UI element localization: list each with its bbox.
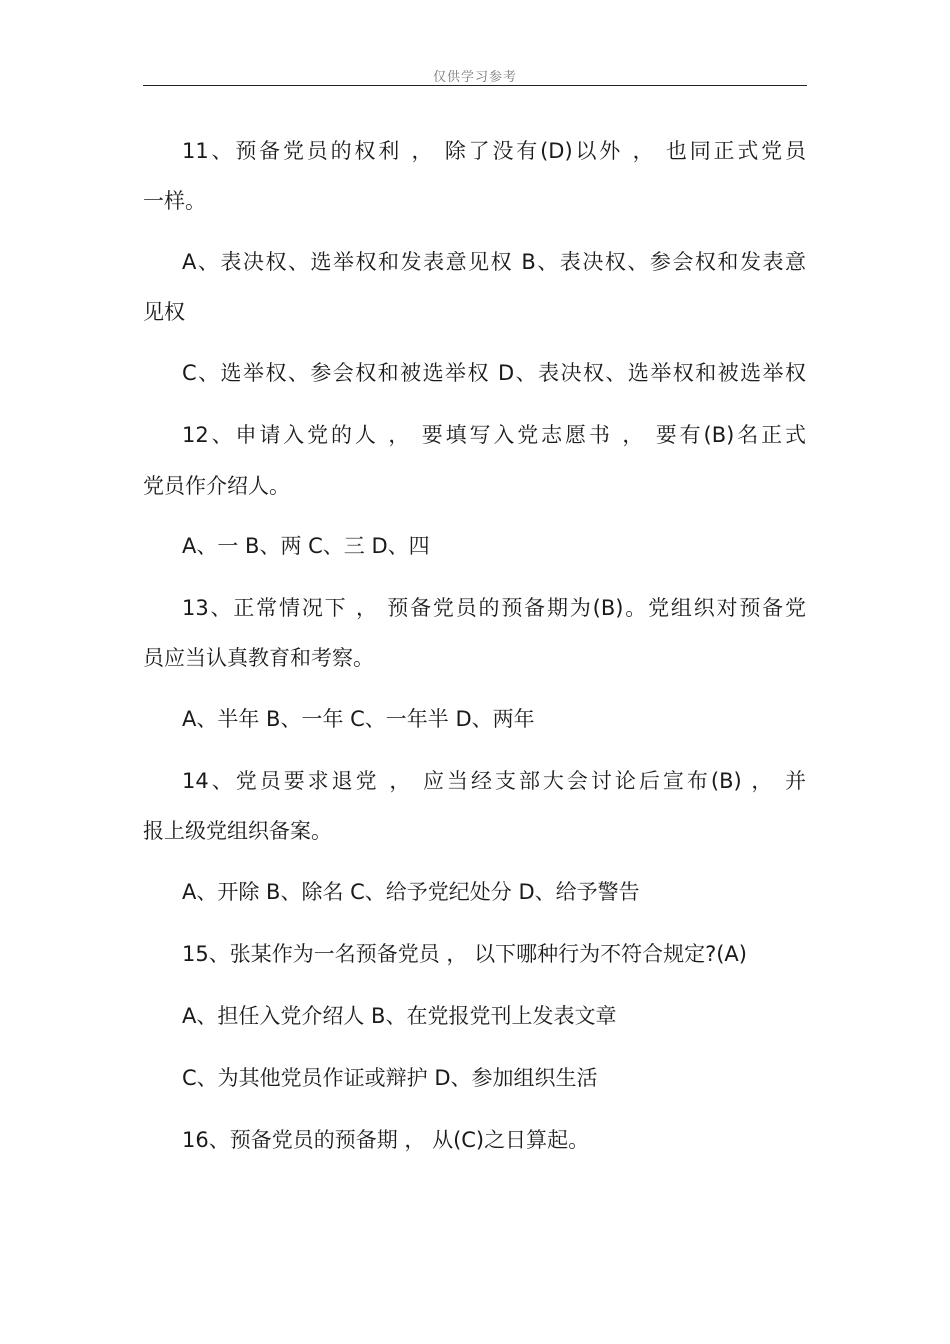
question-14-line-1: 14、党员要求退党 ， 应当经支部大会讨论后宣布(B) ， 并	[182, 769, 806, 793]
question-11-options-line-1: A、表决权、选举权和发表意见权 B、表决权、参会权和发表意	[182, 250, 806, 274]
question-13-options: A、半年 B、一年 C、一年半 D、两年	[182, 707, 535, 731]
question-11-line-1: 11、预备党员的权利 ， 除了没有(D)以外 ， 也同正式党员	[182, 139, 806, 163]
question-15-options-line-1: A、担任入党介绍人 B、在党报党刊上发表文章	[182, 1004, 617, 1028]
question-13-line-1: 13、正常情况下 ， 预备党员的预备期为(B)。党组织对预备党	[182, 596, 806, 620]
header-divider	[143, 85, 807, 86]
question-15-options-line-2: C、为其他党员作证或辩护 D、参加组织生活	[182, 1066, 598, 1090]
question-12-options: A、一 B、两 C、三 D、四	[182, 534, 430, 558]
question-11-options-line-3: C、选举权、参会权和被选举权 D、表决权、选举权和被选举权	[182, 361, 806, 385]
question-15-line: 15、张某作为一名预备党员 ， 以下哪种行为不符合规定?(A)	[182, 942, 747, 966]
question-14-line-2: 报上级党组织备案。	[143, 819, 332, 843]
question-11-line-2: 一样。	[143, 189, 206, 213]
question-12-line-2: 党员作介绍人。	[143, 474, 290, 498]
question-13-line-2: 员应当认真教育和考察。	[143, 646, 374, 670]
question-16-line: 16、预备党员的预备期 ， 从(C)之日算起。	[182, 1128, 590, 1152]
question-11-options-line-2: 见权	[143, 300, 185, 324]
question-12-line-1: 12、申请入党的人 ， 要填写入党志愿书 ， 要有(B)名正式	[182, 423, 806, 447]
question-14-options: A、开除 B、除名 C、给予党纪处分 D、给予警告	[182, 880, 640, 904]
page-header-text: 仅供学习参考	[432, 70, 517, 85]
